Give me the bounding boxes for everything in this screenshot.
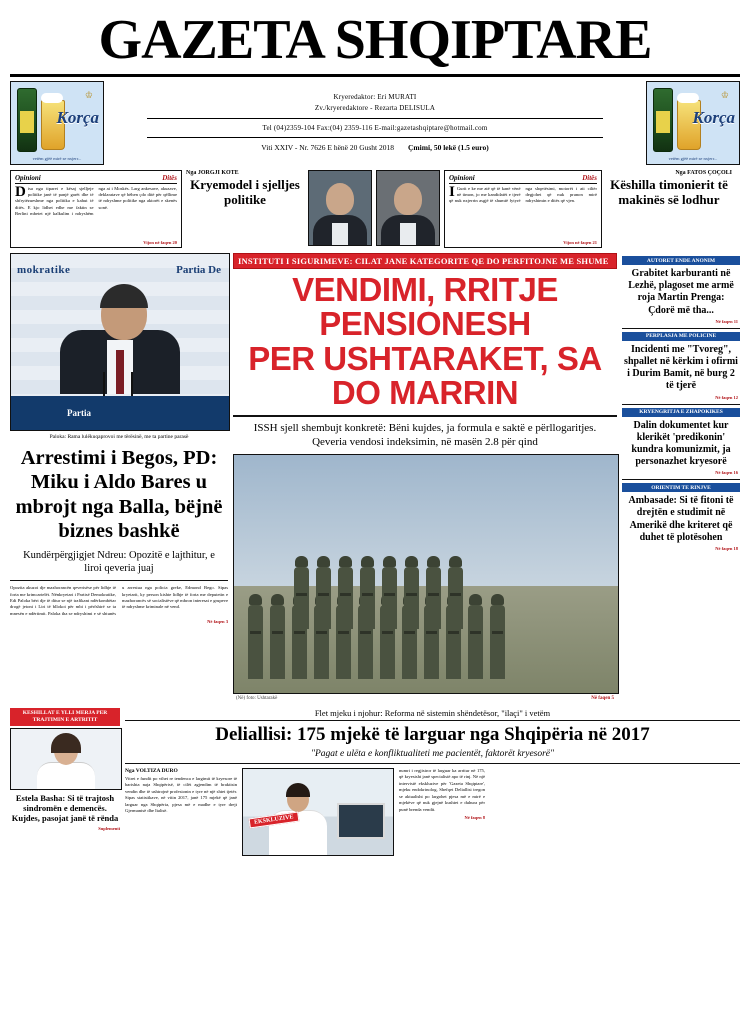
lead-left-photo xyxy=(10,253,230,431)
ad-right-korca[interactable] xyxy=(646,81,740,165)
soldier-figure xyxy=(382,567,397,629)
right-item-1[interactable] xyxy=(622,328,740,404)
bottom-text-left-col xyxy=(125,768,237,856)
opinion-mid-right-body: Gurit e ke me atë që të kanë vënë në timon, jo me kandidatët e tjerë që nuk nxjerrin asgjë të shumtë fytyrë nga shqetësimi, motorët i ati ciliër degjohet që nuk pranon mirë ndryshimin e ditës që vjen. xyxy=(449,186,597,204)
portrait-shirt xyxy=(400,223,416,245)
soldier-figure xyxy=(294,567,309,629)
opinion-portrait-2 xyxy=(376,170,440,246)
beer-bottle-icon xyxy=(17,88,37,152)
opinion-mid-right[interactable] xyxy=(444,170,602,248)
lead-left-headline[interactable]: Arrestimi i Begos, PD: Miku i Aldo Bares u mbrojt nga Balla, bëjnë biznes bashkë xyxy=(15,447,223,542)
right-headline-3[interactable]: Ambasade: Si të fitoni të drejtën e studimit në Amerikë dhe kriteret që duhet të plotësohen xyxy=(628,495,734,543)
right-more-3[interactable]: Në faqen 18 xyxy=(715,546,738,551)
imprint-rule-1 xyxy=(147,118,603,119)
soldier-figure xyxy=(426,567,441,629)
opinion-right-title: Këshilla timonierit të makinës së lodhur xyxy=(610,177,728,207)
soldier-figure xyxy=(404,567,419,629)
opinion-mid-left[interactable] xyxy=(186,170,304,248)
ad-left-tagline: vetëm gjëë mirë se nxjerr... xyxy=(32,156,82,161)
portrait-head xyxy=(326,183,354,215)
opinion-left-label: Opinioni xyxy=(15,174,41,182)
lead-left-caption: Paloka: Rama lulëkuqaprovoi me tërësinë, me ta partine parasë xyxy=(49,434,189,440)
soldier-figure xyxy=(270,605,285,679)
imprint-contacts: Tel (04)2359-104 Fax:(04) 2359-116 E-mail:gazetashqiptare@hotmail.com xyxy=(262,123,488,132)
center-kicker: INSTITUTI I SIGURIMEVE: CILAT JANE KATEGORITE QE DO PERFITOJNE ME SHUME xyxy=(233,253,617,269)
portrait-head xyxy=(394,183,422,215)
opinion-left-badge xyxy=(15,174,177,184)
right-kicker-3: ORIENTIM TE RINJVE xyxy=(622,483,740,492)
opinion-right[interactable] xyxy=(606,170,732,248)
right-kicker-2: KRYENGRITJA E ZHAPOKIKES xyxy=(622,408,740,417)
right-headline-0[interactable]: Grabitet karburanti në Lezhë, plagoset me armë roja Martin Prenga: Çdorë më tha... xyxy=(628,268,734,316)
bottom-text-left: Vitret e fundit po vihet re tendenca e largimit të kryesore të barishta naja Shqipërisë, të cilët agjendim të braktisin vendin dhe të ushtrojnë profesionin e tyre në një shtet tjetër. Sipas statistikave, në vitin 2017, janë 175 mjekë që janë larguar nga Shqipëria, pjesa më e madhe e tyre drejt Gjermanisë dhe Italisë. xyxy=(125,775,237,814)
ad-right-tagline: vetëm gjëë mirë se nxjerr... xyxy=(668,156,718,161)
bottom-text-right-col xyxy=(399,768,485,856)
center-subhead: ISSH sjell shembujt konkretë: Bëni kujdes, ja formula e saktë e përllogaritjes. Qeveria vendosi indeksimin, në masën 2.8 për qind xyxy=(253,421,597,448)
opinion-right-author: Nga FATOS ÇOÇOLI xyxy=(675,170,732,176)
price-line: Çmimi, 50 lekë (1.5 euro) xyxy=(408,143,489,153)
center-rule xyxy=(233,415,617,417)
opinion-left-more[interactable]: Vijon në faqen 20 xyxy=(143,240,177,245)
speaker-tie xyxy=(116,350,124,394)
masthead-rule xyxy=(10,74,740,77)
opinion-mid-right-badge xyxy=(449,174,597,184)
imprint-editor: Kryeredaktor: Eri MURATI xyxy=(333,92,417,101)
imprint-block xyxy=(110,81,640,165)
right-headline-2[interactable]: Dalin dokumentet kur klerikët 'predikonin' kundra komunizmit, ja personazhet kryesorë xyxy=(631,419,731,468)
bottom-byline: Nga VOLTIZA DURO xyxy=(125,767,178,774)
opinion-left-body: isa nga tiparet e kësaj sjelljeje politike janë të panjë garët dhe të shfrytëzueshme nga politika e kahut të ditës. E kjo lidhet edhe me faktin se Berlini mbetet një kalkulim i ndryshëm nga ai i Moskës. Larg ankesave, akuzave, deklaratave që bëhen çdo ditë për qëllime të ndryshme politike nga aktorët e skenës sonë. xyxy=(15,186,177,216)
opinion-mid-left-author: Nga JORGJI KOTE xyxy=(186,170,239,176)
health-headline[interactable]: Estela Basha: Si të trajtosh sindromën e demencës. Kujdes, pasojat janë të rënda xyxy=(11,792,119,823)
issue-line: Viti XXIV - Nr. 7626 E hënë 20 Gusht 2018 xyxy=(261,143,395,153)
opinion-left[interactable] xyxy=(10,170,182,248)
opinion-mid-right-dropcap: I xyxy=(449,184,455,200)
opinion-mid-left-title: Kryemodel i sjelljes politike xyxy=(190,177,300,207)
soldier-figure xyxy=(448,567,463,629)
opinion-strip xyxy=(10,170,740,248)
podium-label: Partia xyxy=(67,408,91,418)
right-kicker-0: AUTORET ENDE ANONIM xyxy=(622,256,740,265)
right-item-0[interactable] xyxy=(622,253,740,328)
center-photo-caption xyxy=(233,694,617,703)
soldier-figure xyxy=(360,567,375,629)
center-headline-line1[interactable]: VENDIMI, RRITJE PENSIONESH xyxy=(292,271,558,342)
bottom-lead xyxy=(125,708,740,856)
ad-left-brand: Korça xyxy=(56,108,99,127)
right-more-0[interactable]: Në faqen 11 xyxy=(715,318,738,324)
center-photo-source: (Në) foto: Ushtarakë xyxy=(236,695,278,701)
health-portrait xyxy=(10,728,122,790)
health-module[interactable] xyxy=(10,708,120,856)
imprint-rule-2 xyxy=(147,137,603,138)
beer-bottle-icon xyxy=(653,88,673,152)
ad-left-korca[interactable] xyxy=(10,81,104,165)
backdrop-word-left: mokratike xyxy=(17,264,71,276)
backdrop-word-right: Partia De xyxy=(176,264,221,276)
doctor-hair xyxy=(51,733,81,753)
center-army-photo xyxy=(233,454,619,694)
opinion-left-text xyxy=(15,186,177,217)
lead-left-more[interactable]: Në faqen 3 xyxy=(207,619,228,625)
bottom-subhead: "Pagat e ulëta e konfliktualiteti me pacientët, faktorët kryesorë" xyxy=(125,748,740,764)
imprint-deputy-editor: Zv./kryeredaktore - Rezarta DELISULA xyxy=(314,103,436,112)
bottom-headline[interactable]: Deliallisi: 175 mjekë të larguar nga Shqipëria në 2017 xyxy=(215,723,650,745)
soldier-figure xyxy=(490,605,505,679)
bottom-topline: Flet mjeku i njohur: Reforma në sistemin shëndetësor, "ilaçi" i vetëm xyxy=(125,708,740,721)
column-left xyxy=(10,253,228,703)
column-center xyxy=(233,253,617,703)
opinion-portrait-1 xyxy=(308,170,372,246)
soldier-figure xyxy=(468,605,483,679)
soldier-figure xyxy=(338,567,353,629)
opinion-mid-right-author: Ditës xyxy=(582,174,597,182)
portrait-shirt xyxy=(332,223,348,245)
center-photo-more[interactable]: Në faqen 5 xyxy=(591,695,614,701)
opinion-left-author: Ditës xyxy=(162,174,177,182)
bottom-text-right: numri i regjistror të larguar ka arritur në 175, që kryesisht janë specialistë apo të rinj. Në një intervistë ekskluzive për 'Gazeta Shqiptare', mjeku endokrinolog, Shefqet Deliallisi tregon se aktualisht po largohet pjesa më e mirë e mjekëve që nuk gjejnë kushtet e duhura për punë brenda vendit. xyxy=(399,767,485,812)
masthead-title: GAZETA SHQIPTARE xyxy=(98,9,652,71)
microphone-icon xyxy=(131,372,133,398)
center-headline-line2[interactable]: PER USHTARAKET, SA DO MARRIN xyxy=(248,340,602,411)
right-more-2[interactable]: Në faqen 16 xyxy=(715,470,738,476)
podium xyxy=(11,396,229,430)
soldier-figure xyxy=(316,567,331,629)
exclusive-stamp: EKSKLUZIVE xyxy=(249,811,300,828)
bottom-body-row xyxy=(125,768,740,856)
lead-left-subhead: Kundërpërgjigjet Ndreu: Opozitë e lajthitur, e liroi qeveria juaj xyxy=(10,547,228,581)
microphone-icon xyxy=(103,372,105,398)
lead-left-body: Opozita akuzoi dje mazhorancën qeverisëse për lidhje të forta me krimcartelët. Nënkryetari i Partisë Demokratike, Edi Paloka bëri dje të ditur se një trafikant ndërkombëtar drogë jetoni i Liri të bllokoi për mbi i përfshirë se ta mnesën e ndërtimit. Paloka tha se ndryshimi e së shtunës u arrestua nga policia greke, Edmond Bego. Sipas kryetarit, ky person kishte lidhje të forta me deputetin e mazhorancës së socialistëve që mbron interesat e grupeve të ndryshme kriminale në vend. xyxy=(10,585,228,616)
computer-monitor-icon xyxy=(337,803,385,839)
crown-icon: ♔ xyxy=(84,90,93,100)
top-band xyxy=(10,81,740,165)
column-right xyxy=(622,253,740,703)
right-item-3[interactable] xyxy=(622,479,740,555)
bottom-photo xyxy=(242,768,394,856)
opinion-mid-right-text xyxy=(449,186,597,205)
bottom-section xyxy=(10,708,740,856)
right-kicker-1: PERPLASJA ME POLICINE xyxy=(622,332,740,341)
soldier-figure xyxy=(248,605,263,679)
crown-icon: ♔ xyxy=(720,90,729,100)
main-grid xyxy=(10,253,740,703)
bottom-more[interactable]: Në faqen 8 xyxy=(464,815,485,821)
opinion-left-dropcap: D xyxy=(15,184,26,200)
right-item-2[interactable] xyxy=(622,404,740,480)
doctor-coat xyxy=(37,762,95,789)
health-badge: KESHILLAT E YLLI MERJA PER TRAJTIMIN E ARTRITIT xyxy=(10,708,120,726)
opinion-mid-right-more[interactable]: Vijon në faqen 21 xyxy=(563,240,597,245)
opinion-mid-right-label: Opinioni xyxy=(449,174,475,182)
right-more-1[interactable]: Në faqen 12 xyxy=(715,394,738,400)
right-headline-1[interactable]: Incidenti me "Tvoreg", shpallet në kërkim i ofirmi i Durim Bamit, në burg 2 të tjerë xyxy=(624,343,738,392)
ad-right-brand: Korça xyxy=(692,108,735,127)
health-more[interactable]: Suplementi xyxy=(98,826,120,832)
